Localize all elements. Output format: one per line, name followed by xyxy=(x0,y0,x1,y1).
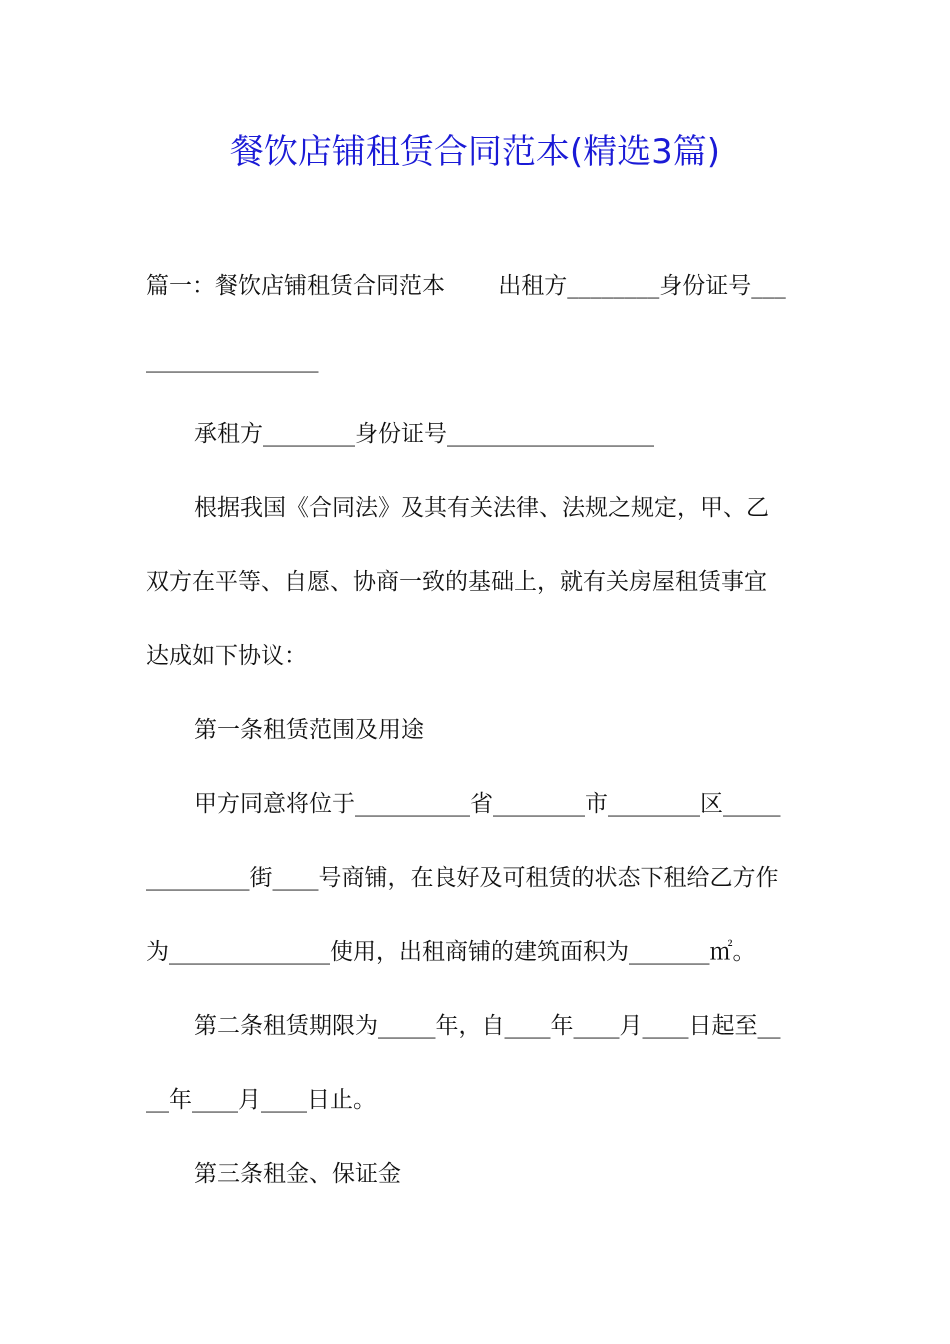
article-3-heading: 第三条租金、保证金 xyxy=(194,1161,401,1187)
article-1-line-2: _________街____号商铺，在良好及可租赁的状态下租给乙方作 xyxy=(146,865,779,891)
article-1-heading: 第一条租赁范围及用途 xyxy=(194,717,424,743)
paragraph-line-lessor-id-continued: _______________ xyxy=(146,347,319,373)
paragraph-line-preamble-3: 达成如下协议： xyxy=(146,643,307,669)
paragraph-line-parties-lessor: 篇一：餐饮店铺租赁合同范本 出租方________身份证号___ xyxy=(146,273,786,299)
document-title: 餐饮店铺租赁合同范本(精选3篇) xyxy=(229,132,721,172)
article-2-line-1: 第二条租赁期限为_____年，自____年____月____日起至__ xyxy=(194,1013,781,1039)
article-1-line-1: 甲方同意将位于__________省________市________区_____ xyxy=(194,791,781,817)
article-2-line-2: __年____月____日止。 xyxy=(146,1087,376,1113)
document-body xyxy=(146,258,808,1220)
article-1-line-3: 为______________使用，出租商铺的建筑面积为_______㎡。 xyxy=(146,939,756,965)
paragraph-line-preamble-1: 根据我国《合同法》及其有关法律、法规之规定，甲、乙 xyxy=(194,495,769,521)
paragraph-line-preamble-2: 双方在平等、自愿、协商一致的基础上，就有关房屋租赁事宜 xyxy=(146,569,767,595)
paragraph-line-lessee: 承租方________身份证号__________________ xyxy=(194,421,654,447)
